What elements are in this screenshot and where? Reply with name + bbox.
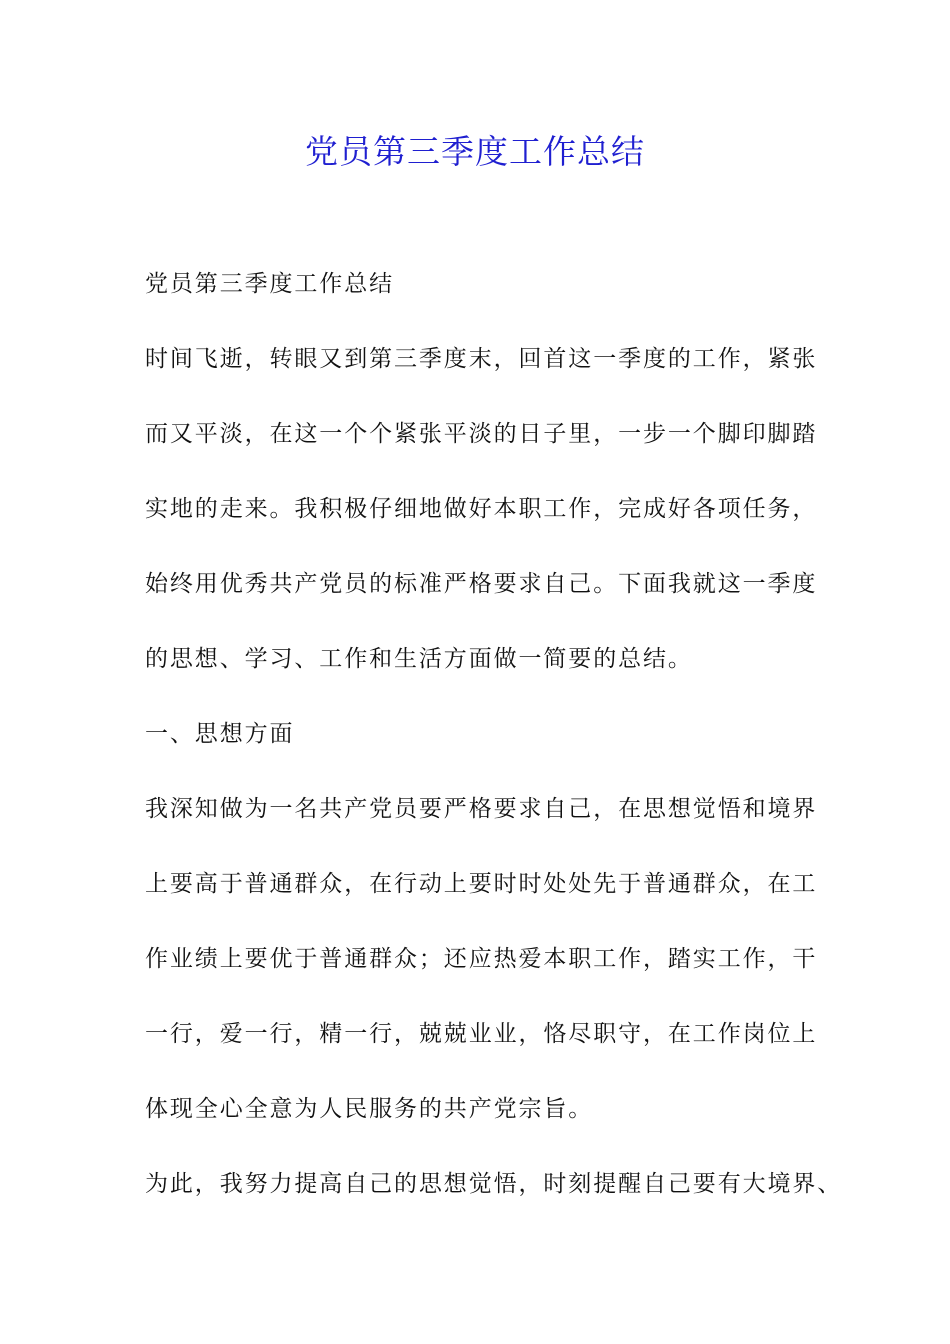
text-line: 作业绩上要优于普通群众；还应热爱本职工作，踏实工作，干 bbox=[145, 946, 818, 972]
text-line: 而又平淡，在这一个个紧张平淡的日子里，一步一个脚印脚踏 bbox=[145, 421, 818, 447]
text-line: 实地的走来。我积极仔细地做好本职工作，完成好各项任务， bbox=[145, 496, 818, 522]
text-line: 我深知做为一名共产党员要严格要求自己，在思想觉悟和境界 bbox=[145, 796, 818, 822]
document-body bbox=[145, 260, 843, 1235]
text-line: 体现全心全意为人民服务的共产党宗旨。 bbox=[145, 1096, 594, 1122]
text-line: 始终用优秀共产党员的标准严格要求自己。下面我就这一季度 bbox=[145, 571, 818, 597]
text-line-subtitle: 党员第三季度工作总结 bbox=[145, 271, 394, 297]
text-line: 为此，我努力提高自己的思想觉悟，时刻提醒自己要有大境界、 bbox=[145, 1171, 843, 1197]
text-line: 时间飞逝，转眼又到第三季度末，回首这一季度的工作，紧张 bbox=[145, 346, 818, 372]
text-line: 一行，爱一行，精一行，兢兢业业，恪尽职守，在工作岗位上 bbox=[145, 1021, 818, 1047]
document-title: 党员第三季度工作总结 bbox=[305, 132, 645, 171]
text-line: 上要高于普通群众，在行动上要时时处处先于普通群众，在工 bbox=[145, 871, 818, 897]
text-line: 的思想、学习、工作和生活方面做一简要的总结。 bbox=[145, 646, 693, 672]
section-heading: 一、思想方面 bbox=[145, 721, 295, 747]
